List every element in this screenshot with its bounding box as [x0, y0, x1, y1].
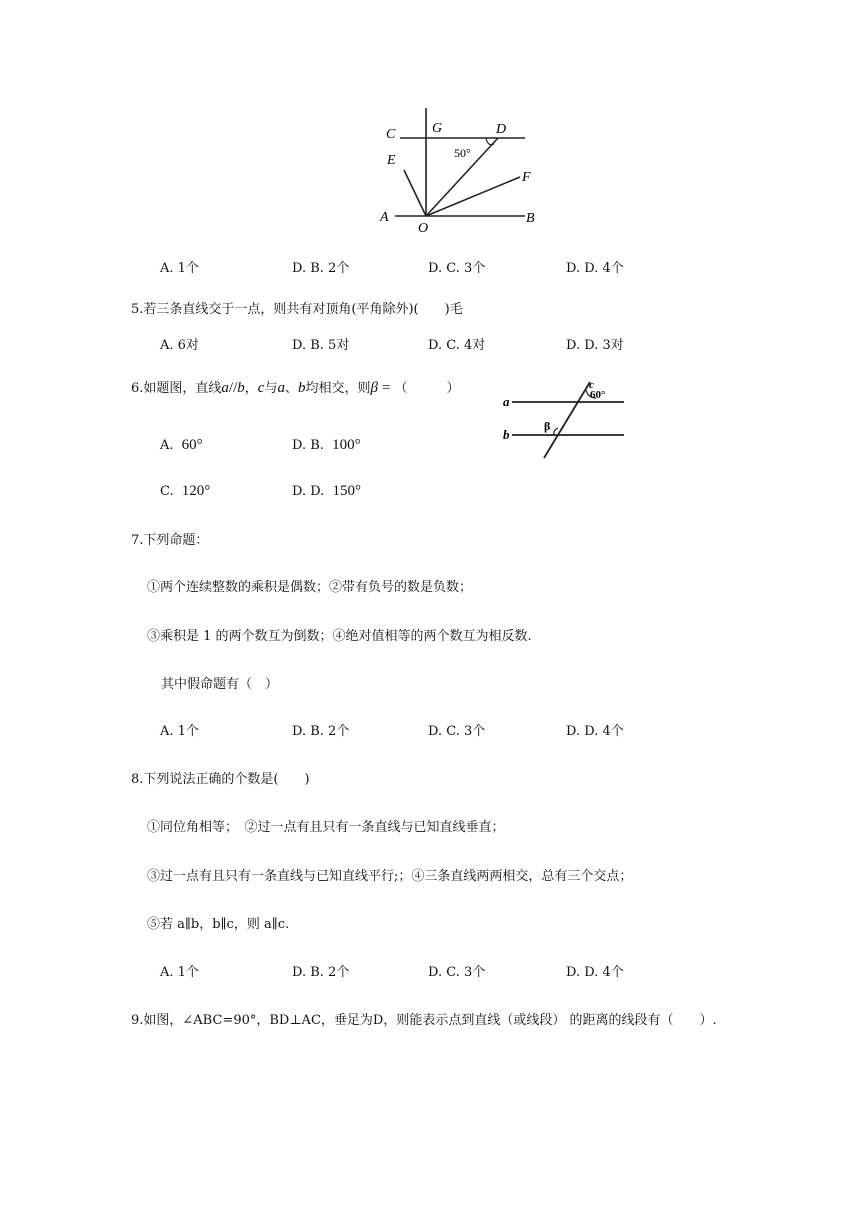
- q8-statement-1-2: ①同位角相等； ②过一点有且只有一条直线与已知直线垂直；: [147, 820, 505, 835]
- q6-option-b-label: D. B.: [292, 438, 324, 453]
- label-e: E: [387, 153, 396, 168]
- label-f: F: [522, 170, 531, 185]
- q6-option-a-label: A.: [160, 438, 174, 453]
- angle-diagram: [370, 100, 550, 240]
- q6-option-d-value: 150°: [332, 483, 361, 499]
- q6-option-c-label: C.: [160, 484, 174, 499]
- q6-stem: [131, 377, 459, 397]
- q6-option-a-value: 60°: [181, 437, 203, 453]
- label-b: B: [526, 211, 535, 226]
- label-b: b: [503, 427, 510, 442]
- q6-option-c-value: 120°: [181, 483, 211, 499]
- q4-option-b[interactable]: D. B. 2个: [292, 261, 350, 276]
- q8-stem: 8.下列说法正确的个数是( ): [131, 772, 310, 787]
- q4-option-a[interactable]: A. 1个: [160, 261, 199, 276]
- q6-dot: 、: [284, 381, 298, 396]
- q6-mid: 与: [264, 381, 278, 396]
- q6-option-d[interactable]: [292, 483, 361, 500]
- q6-option-d-label: D. D.: [292, 484, 325, 499]
- line-oe: [404, 170, 426, 216]
- q6-tail: 均相交，则: [305, 381, 371, 396]
- q6-option-a[interactable]: [160, 437, 203, 454]
- label-d: D: [496, 122, 507, 137]
- q6-parallel-sign: //: [228, 380, 238, 396]
- q6-var-b: b: [237, 380, 245, 396]
- line-of: [426, 177, 520, 216]
- q8-statement-3-4: ③过一点有且只有一条直线与已知直线平行;；④三条直线两两相交，总有三个交点；: [147, 869, 633, 884]
- q6-var-b2: b: [297, 380, 306, 396]
- q7-option-d[interactable]: D. D. 4个: [566, 724, 624, 739]
- q6-option-b-value: 100°: [332, 437, 361, 453]
- q5-option-a[interactable]: A. 6对: [160, 338, 199, 353]
- q9-stem: 9.如图，∠ABC=90°，BD⊥AC，垂足为D，则能表示点到直线（或线段） 的距离的线段有（ ）.: [131, 1013, 717, 1028]
- q8-option-c[interactable]: D. C. 3个: [428, 965, 486, 980]
- q7-option-c[interactable]: D. C. 3个: [428, 724, 486, 739]
- q5-stem: 5.若三条直线交于一点，则共有对顶角(平角除外)( )毛: [131, 302, 463, 317]
- q7-option-a[interactable]: A. 1个: [160, 724, 199, 739]
- q6-option-c[interactable]: [160, 483, 210, 500]
- angle-label: 50°: [454, 146, 471, 160]
- q6-option-b[interactable]: [292, 437, 361, 454]
- label-o: O: [418, 221, 429, 236]
- q5-option-c[interactable]: D. C. 4对: [428, 338, 486, 353]
- label-a: a: [503, 394, 510, 409]
- q7-question: 其中假命题有（ ）: [161, 677, 279, 692]
- label-g: G: [432, 121, 443, 136]
- q7-statement-3-4: ③乘积是 1 的两个数互为倒数；④绝对值相等的两个数互为相反数.: [147, 629, 532, 644]
- parallel-lines-diagram: [498, 378, 633, 460]
- q6-eq: =: [381, 380, 391, 396]
- q6-sep: ，: [244, 381, 258, 396]
- angle-beta-arc: [554, 428, 558, 435]
- q8-option-d[interactable]: D. D. 4个: [566, 965, 624, 980]
- q7-stem: 7.下列命题：: [131, 533, 209, 548]
- q6-stem-prefix: 6.如题图，直线: [131, 381, 222, 396]
- q5-option-b[interactable]: D. B. 5对: [292, 338, 350, 353]
- label-c: c: [589, 379, 594, 391]
- q4-option-c[interactable]: D. C. 3个: [428, 261, 486, 276]
- q6-beta: β: [370, 380, 378, 396]
- q6-var-c: c: [257, 380, 265, 396]
- q4-option-d[interactable]: D. D. 4个: [566, 261, 624, 276]
- q8-option-b[interactable]: D. B. 2个: [292, 965, 350, 980]
- q7-option-b[interactable]: D. B. 2个: [292, 724, 350, 739]
- label-c: C: [386, 127, 396, 142]
- q5-option-d[interactable]: D. D. 3对: [566, 338, 624, 353]
- q8-statement-5: ⑤若 a∥b，b∥c，则 a∥c.: [147, 917, 290, 932]
- label-a: A: [380, 210, 389, 225]
- label-beta: β: [544, 419, 551, 433]
- line-c: [544, 382, 590, 458]
- angle-60-label: 60°: [590, 389, 606, 401]
- q7-statement-1-2: ①两个连续整数的乘积是偶数；②带有负号的数是负数；: [147, 580, 473, 595]
- q6-var-a2: a: [277, 380, 285, 396]
- q8-option-a[interactable]: A. 1个: [160, 965, 199, 980]
- q6-paren: （ ）: [394, 381, 460, 396]
- q6-var-a: a: [221, 380, 229, 396]
